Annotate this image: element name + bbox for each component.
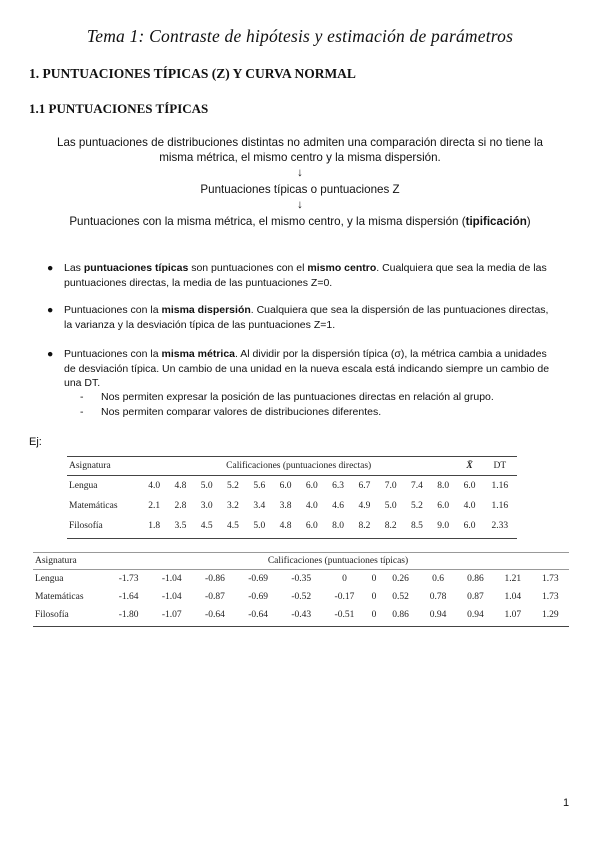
table-row — [67, 516, 517, 539]
table-cell: 4.9 — [358, 501, 371, 511]
table-cell: 0 — [366, 606, 382, 627]
table-cell: 6.7 — [358, 481, 371, 491]
intro-line-3: Puntuaciones típicas o puntuaciones Z — [200, 183, 400, 196]
table-cell: 7.4 — [411, 481, 423, 491]
table-cell: -0.35 — [291, 574, 312, 584]
table-cell: 6.0 — [299, 516, 325, 539]
bullet-text-part: Las — [64, 262, 84, 274]
table-cell: 1.21 — [504, 574, 522, 584]
table-row — [33, 570, 569, 589]
table-cell: 5.2 — [411, 501, 423, 511]
table-cell: 0.78 — [429, 592, 447, 602]
bullet-icon: ● — [47, 262, 54, 274]
table-cell: 9.0 — [430, 516, 456, 539]
intro-line-4 — [0, 214, 600, 229]
table-cell: -1.64 — [118, 592, 139, 602]
bullet-bold: mismo centro — [307, 262, 377, 274]
table-cell: -0.64 — [237, 606, 280, 627]
sub-bullet-text: Nos permiten expresar la posición de las puntuaciones directas en relación al grupo. — [101, 391, 494, 403]
row-subject: Lengua — [35, 574, 64, 584]
table-cell: -0.69 — [248, 574, 268, 584]
table-row — [67, 496, 517, 516]
table-cell: 0.87 — [467, 592, 484, 602]
page-number: 1 — [563, 797, 570, 809]
row-mean: 4.0 — [463, 501, 476, 511]
section-heading: 1. PUNTUACIONES TÍPICAS (Z) Y CURVA NORMAL — [29, 66, 356, 81]
table-cell: -1.07 — [150, 606, 193, 627]
table-header-row — [33, 553, 569, 570]
table-cell: 0.86 — [467, 574, 484, 584]
bullet-text-part: . Cualquiera que sea la media de las puntuaciones directas, la media de las puntuaciones Z=0. — [64, 262, 547, 289]
table-cell: 1.07 — [494, 606, 531, 627]
table-cell: 3.2 — [227, 501, 239, 511]
table-cell: -0.87 — [205, 592, 225, 602]
table-cell: 4.5 — [220, 516, 246, 539]
row-subject: Filosofía — [67, 516, 141, 539]
table-cell: -1.80 — [107, 606, 150, 627]
table-cell: 8.2 — [378, 516, 404, 539]
row-subject: Matemáticas — [69, 501, 118, 511]
bullet-text-part: . Al dividir por la dispersión típica (σ), la métrica cambia a unidades de desviación típica. Un cambio de una unidad en la nueva escala está indicando siempre un cambio de una DT. — [64, 348, 550, 389]
table-cell: -1.73 — [118, 574, 139, 584]
table-cell: 6.0 — [305, 481, 318, 491]
down-arrow-icon: ↓ — [297, 167, 303, 179]
table-cell: -0.86 — [205, 574, 225, 584]
intro-line-1: Las puntuaciones de distribuciones distintas no admiten una comparación directa si no tiene la — [57, 136, 543, 149]
row-sd: 2.33 — [483, 516, 517, 539]
col-subject: Asignatura — [33, 553, 107, 570]
table-cell: 4.8 — [174, 481, 187, 491]
table-cell: -0.64 — [193, 606, 236, 627]
bullet-bold: misma dispersión — [161, 304, 251, 316]
table-cell: -0.69 — [248, 592, 268, 602]
table-cell: 5.0 — [246, 516, 272, 539]
bullet-bold: misma métrica — [161, 348, 236, 360]
table-cell: 1.8 — [141, 516, 167, 539]
bullet-text — [64, 261, 559, 290]
dash-icon: - — [80, 391, 84, 403]
table-cell: 8.0 — [325, 516, 351, 539]
example-label: Ej: — [29, 436, 42, 448]
table-header-row — [67, 457, 517, 476]
table-cell: 1.73 — [541, 574, 559, 584]
table-cell: -0.43 — [280, 606, 323, 627]
col-subject: Asignatura — [67, 457, 141, 476]
row-subject: Lengua — [69, 481, 98, 491]
table-cell: 8.5 — [404, 516, 430, 539]
table-cell: 5.0 — [384, 501, 397, 511]
table-cell: 1.04 — [504, 592, 522, 602]
bullet-text — [64, 303, 559, 332]
table-row — [67, 476, 517, 497]
table-cell: 8.0 — [437, 481, 450, 491]
bullet-text-part: Puntuaciones con la — [64, 348, 162, 360]
table-cell: 7.0 — [384, 481, 397, 491]
dash-icon: - — [80, 406, 84, 418]
table-cell: 0.52 — [392, 592, 409, 602]
bullet-icon: ● — [47, 348, 54, 360]
intro-line-4-post: ) — [526, 215, 531, 228]
bullet-text-part: Puntuaciones con la — [64, 304, 162, 316]
raw-scores-table — [67, 456, 517, 539]
table-cell: 0.94 — [419, 606, 456, 627]
table-row — [33, 606, 569, 627]
table-cell: 1.29 — [532, 606, 569, 627]
table-cell: 0 — [371, 574, 377, 584]
table-cell: 3.0 — [200, 501, 213, 511]
col-sd: DT — [483, 457, 517, 476]
table-cell: 2.8 — [174, 501, 187, 511]
bullet-bold: puntuaciones típicas — [83, 262, 189, 274]
bullet-text — [64, 347, 559, 391]
table-cell: 0.26 — [392, 574, 409, 584]
row-subject: Filosofía — [33, 606, 107, 627]
table-cell: 6.0 — [279, 481, 292, 491]
row-subject: Matemáticas — [35, 592, 84, 602]
table-cell: -0.51 — [323, 606, 366, 627]
row-sd: 1.16 — [491, 501, 509, 511]
col-mean: X̄ — [456, 457, 482, 476]
table-cell: 3.5 — [167, 516, 193, 539]
intro-line-4-pre: Puntuaciones con la misma métrica, el mismo centro, y la misma dispersión ( — [69, 215, 466, 228]
table-cell: 0.86 — [382, 606, 419, 627]
table-cell: 0 — [371, 592, 377, 602]
intro-line-2: misma métrica, el mismo centro y la misma dispersión. — [159, 151, 441, 164]
table-cell: 4.5 — [194, 516, 220, 539]
row-mean: 6.0 — [463, 481, 476, 491]
subsection-heading: 1.1 PUNTUACIONES TÍPICAS — [29, 101, 209, 116]
col-scores: Calificaciones (puntuaciones directas) — [141, 457, 456, 476]
table-row — [33, 588, 569, 606]
table-cell: 3.4 — [253, 501, 266, 511]
table-cell: 2.1 — [148, 501, 161, 511]
table-cell: 4.8 — [272, 516, 298, 539]
bullet-text-part: . Cualquiera que sea la dispersión de las puntuaciones directas, la varianza y la desviación típica de las puntuaciones Z=1. — [64, 304, 549, 331]
intro-line-4-bold: tipificación — [465, 215, 527, 228]
page-title: Tema 1: Contraste de hipótesis y estimación de parámetros — [86, 26, 514, 46]
table-cell: 6.0 — [437, 501, 450, 511]
col-scores: Calificaciones (puntuaciones típicas) — [107, 553, 569, 570]
z-scores-table — [33, 552, 569, 627]
sub-bullet-text: Nos permiten comparar valores de distribuciones diferentes. — [101, 406, 382, 418]
row-sd: 1.16 — [491, 481, 509, 491]
table-cell: -1.04 — [161, 592, 182, 602]
table-cell: 5.6 — [253, 481, 266, 491]
table-cell: 4.0 — [305, 501, 318, 511]
table-cell: 4.0 — [148, 481, 161, 491]
table-cell: 8.2 — [351, 516, 377, 539]
table-cell: 4.6 — [332, 501, 345, 511]
table-cell: 0.94 — [457, 606, 494, 627]
bullet-icon: ● — [47, 304, 54, 316]
down-arrow-icon: ↓ — [297, 199, 303, 211]
table-cell: 6.3 — [332, 481, 345, 491]
table-cell: 0 — [342, 574, 347, 584]
table-cell: 5.0 — [200, 481, 213, 491]
table-cell: -1.04 — [161, 574, 182, 584]
table-cell: -0.52 — [291, 592, 312, 602]
table-cell: 3.8 — [279, 501, 292, 511]
table-cell: 5.2 — [227, 481, 239, 491]
table-cell: -0.17 — [334, 592, 355, 602]
table-cell: 1.73 — [541, 592, 559, 602]
row-mean: 6.0 — [456, 516, 482, 539]
bullet-text-part: son puntuaciones con el — [188, 262, 308, 274]
table-cell: 0.6 — [432, 574, 444, 584]
